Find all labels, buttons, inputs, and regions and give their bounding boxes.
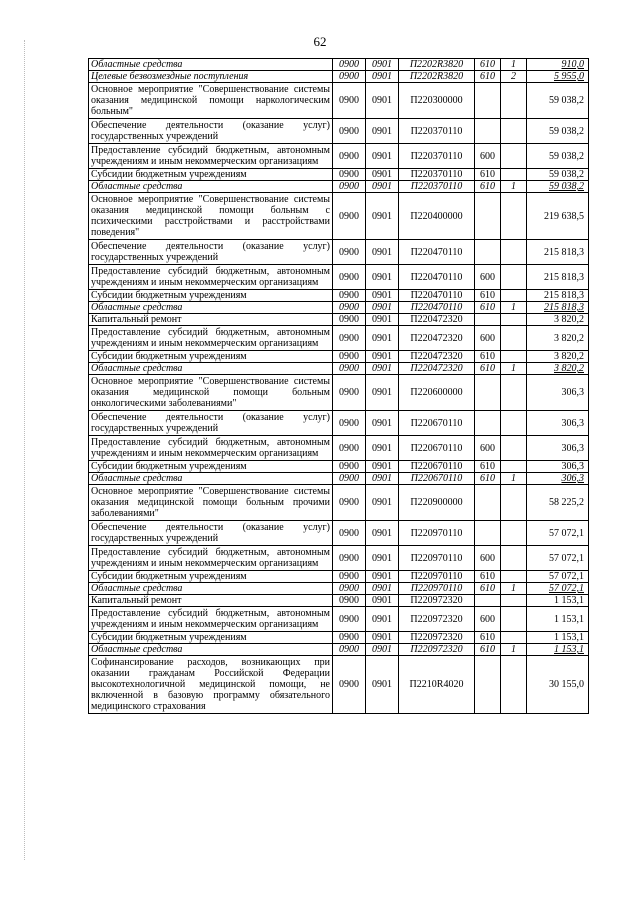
row-name: Капитальный ремонт (89, 314, 333, 326)
table-row (89, 351, 589, 363)
row-subsection: 0901 (366, 571, 399, 583)
row-name: Софинансирование расходов, возникающих при оказании гражданам Российской Федерации высокотехнологичной медицинской помощи, не включенной в базовую программу обязательного медицинского страхования (89, 656, 333, 714)
row-amount: 59 038,2 (527, 83, 589, 119)
row-amount: 215 818,3 (527, 290, 589, 302)
row-funding-source (501, 169, 527, 181)
row-section: 0900 (333, 583, 366, 595)
table-row (89, 485, 589, 521)
row-section: 0900 (333, 632, 366, 644)
table-row (89, 240, 589, 265)
table-row (89, 632, 589, 644)
row-subsection: 0901 (366, 607, 399, 632)
row-funding-source (501, 119, 527, 144)
row-target-code: П220470110 (399, 290, 475, 302)
row-expense-type: 610 (475, 583, 501, 595)
row-target-code: П220970110 (399, 521, 475, 546)
row-amount: 1 153,1 (527, 607, 589, 632)
row-expense-type (475, 485, 501, 521)
row-subsection: 0901 (366, 363, 399, 375)
table-row (89, 302, 589, 314)
row-funding-source (501, 240, 527, 265)
row-name: Областные средства (89, 302, 333, 314)
table-row (89, 181, 589, 193)
row-section: 0900 (333, 607, 366, 632)
table-row (89, 583, 589, 595)
row-expense-type: 610 (475, 71, 501, 83)
row-subsection: 0901 (366, 240, 399, 265)
table-row (89, 59, 589, 71)
row-amount: 59 038,2 (527, 119, 589, 144)
row-name: Областные средства (89, 644, 333, 656)
row-section: 0900 (333, 644, 366, 656)
table-row (89, 144, 589, 169)
row-subsection: 0901 (366, 302, 399, 314)
row-target-code: П220970110 (399, 571, 475, 583)
row-expense-type (475, 119, 501, 144)
table-row (89, 169, 589, 181)
row-target-code: П220470110 (399, 240, 475, 265)
row-amount: 1 153,1 (527, 595, 589, 607)
row-expense-type (475, 411, 501, 436)
row-name: Областные средства (89, 59, 333, 71)
row-subsection: 0901 (366, 351, 399, 363)
row-target-code: П220972320 (399, 632, 475, 644)
row-expense-type: 610 (475, 59, 501, 71)
row-target-code: П220470110 (399, 265, 475, 290)
row-funding-source (501, 351, 527, 363)
row-funding-source: 1 (501, 59, 527, 71)
row-funding-source (501, 461, 527, 473)
table-row (89, 571, 589, 583)
row-amount: 3 820,2 (527, 326, 589, 351)
row-subsection: 0901 (366, 461, 399, 473)
row-target-code: П2202R3820 (399, 71, 475, 83)
row-amount: 306,3 (527, 375, 589, 411)
row-section: 0900 (333, 314, 366, 326)
row-name: Субсидии бюджетным учреждениям (89, 351, 333, 363)
row-target-code: П2202R3820 (399, 59, 475, 71)
row-section: 0900 (333, 119, 366, 144)
row-amount: 910,0 (527, 59, 589, 71)
row-expense-type (475, 240, 501, 265)
row-funding-source (501, 436, 527, 461)
table-row (89, 546, 589, 571)
row-amount: 215 818,3 (527, 265, 589, 290)
row-target-code: П220472320 (399, 351, 475, 363)
row-section: 0900 (333, 546, 366, 571)
row-expense-type: 610 (475, 473, 501, 485)
row-target-code: П220370110 (399, 144, 475, 169)
row-section: 0900 (333, 83, 366, 119)
table-row (89, 607, 589, 632)
row-funding-source (501, 521, 527, 546)
row-section: 0900 (333, 351, 366, 363)
row-funding-source: 1 (501, 644, 527, 656)
row-amount: 306,3 (527, 411, 589, 436)
row-name: Предоставление субсидий бюджетным, автономным учреждениям и иным некоммерческим организациям (89, 326, 333, 351)
row-subsection: 0901 (366, 83, 399, 119)
scan-margin-line (24, 40, 26, 860)
row-target-code: П220670110 (399, 473, 475, 485)
row-subsection: 0901 (366, 144, 399, 169)
row-target-code: П220472320 (399, 326, 475, 351)
row-section: 0900 (333, 181, 366, 193)
row-funding-source (501, 193, 527, 240)
row-name: Обеспечение деятельности (оказание услуг) государственных учреждений (89, 411, 333, 436)
row-section: 0900 (333, 240, 366, 265)
row-funding-source: 2 (501, 71, 527, 83)
table-row (89, 314, 589, 326)
row-expense-type: 600 (475, 144, 501, 169)
row-amount: 306,3 (527, 473, 589, 485)
row-section: 0900 (333, 485, 366, 521)
table-row (89, 363, 589, 375)
row-expense-type: 600 (475, 436, 501, 461)
row-target-code: П220370110 (399, 181, 475, 193)
row-expense-type (475, 83, 501, 119)
row-funding-source (501, 265, 527, 290)
row-funding-source (501, 411, 527, 436)
table-row (89, 473, 589, 485)
budget-table (88, 58, 589, 714)
table-row (89, 193, 589, 240)
row-amount: 306,3 (527, 461, 589, 473)
row-name: Предоставление субсидий бюджетным, автономным учреждениям и иным некоммерческим организациям (89, 546, 333, 571)
row-target-code: П220472320 (399, 314, 475, 326)
row-expense-type: 600 (475, 607, 501, 632)
row-target-code: П220600000 (399, 375, 475, 411)
row-name: Основное мероприятие "Совершенствование системы оказания медицинской помощи больным онкологическими заболеваниями" (89, 375, 333, 411)
row-section: 0900 (333, 411, 366, 436)
row-name: Обеспечение деятельности (оказание услуг) государственных учреждений (89, 240, 333, 265)
row-section: 0900 (333, 302, 366, 314)
row-amount: 219 638,5 (527, 193, 589, 240)
table-row (89, 265, 589, 290)
row-expense-type: 610 (475, 302, 501, 314)
row-expense-type: 610 (475, 351, 501, 363)
row-funding-source: 1 (501, 302, 527, 314)
row-funding-source (501, 314, 527, 326)
row-subsection: 0901 (366, 119, 399, 144)
row-subsection: 0901 (366, 546, 399, 571)
row-expense-type: 610 (475, 571, 501, 583)
row-name: Капитальный ремонт (89, 595, 333, 607)
row-funding-source (501, 375, 527, 411)
row-target-code: П220970110 (399, 546, 475, 571)
row-funding-source (501, 595, 527, 607)
row-amount: 30 155,0 (527, 656, 589, 714)
row-funding-source (501, 485, 527, 521)
table-row (89, 595, 589, 607)
row-section: 0900 (333, 144, 366, 169)
table-row (89, 521, 589, 546)
row-subsection: 0901 (366, 521, 399, 546)
row-target-code: П220970110 (399, 583, 475, 595)
row-target-code: П220472320 (399, 363, 475, 375)
row-name: Обеспечение деятельности (оказание услуг) государственных учреждений (89, 119, 333, 144)
row-section: 0900 (333, 193, 366, 240)
row-target-code: П220972320 (399, 644, 475, 656)
row-subsection: 0901 (366, 485, 399, 521)
row-name: Областные средства (89, 473, 333, 485)
row-section: 0900 (333, 169, 366, 181)
table-row (89, 290, 589, 302)
row-section: 0900 (333, 265, 366, 290)
row-name: Целевые безвозмездные поступления (89, 71, 333, 83)
row-name: Обеспечение деятельности (оказание услуг) государственных учреждений (89, 521, 333, 546)
row-expense-type: 600 (475, 326, 501, 351)
row-amount: 5 955,0 (527, 71, 589, 83)
row-section: 0900 (333, 473, 366, 485)
row-funding-source (501, 144, 527, 169)
row-subsection: 0901 (366, 193, 399, 240)
row-name: Областные средства (89, 181, 333, 193)
row-target-code: П220900000 (399, 485, 475, 521)
row-amount: 3 820,2 (527, 351, 589, 363)
table-row (89, 119, 589, 144)
table-row (89, 375, 589, 411)
row-section: 0900 (333, 59, 366, 71)
row-name: Основное мероприятие "Совершенствование системы оказания медицинской помощи наркологическим больным" (89, 83, 333, 119)
row-section: 0900 (333, 290, 366, 302)
table-row (89, 656, 589, 714)
row-subsection: 0901 (366, 375, 399, 411)
table-row (89, 644, 589, 656)
table-row (89, 71, 589, 83)
row-section: 0900 (333, 571, 366, 583)
row-funding-source (501, 571, 527, 583)
table-row (89, 411, 589, 436)
row-funding-source (501, 632, 527, 644)
row-funding-source: 1 (501, 583, 527, 595)
row-target-code: П2210R4020 (399, 656, 475, 714)
row-subsection: 0901 (366, 583, 399, 595)
row-expense-type (475, 521, 501, 546)
row-target-code: П220300000 (399, 83, 475, 119)
row-expense-type (475, 314, 501, 326)
row-target-code: П220972320 (399, 595, 475, 607)
row-expense-type (475, 193, 501, 240)
row-target-code: П220370110 (399, 119, 475, 144)
row-section: 0900 (333, 656, 366, 714)
row-name: Предоставление субсидий бюджетным, автономным учреждениям и иным некоммерческим организациям (89, 607, 333, 632)
row-subsection: 0901 (366, 265, 399, 290)
row-subsection: 0901 (366, 59, 399, 71)
row-amount: 3 820,2 (527, 314, 589, 326)
row-amount: 59 038,2 (527, 181, 589, 193)
row-target-code: П220370110 (399, 169, 475, 181)
row-amount: 3 820,2 (527, 363, 589, 375)
row-amount: 59 038,2 (527, 144, 589, 169)
row-subsection: 0901 (366, 632, 399, 644)
row-amount: 57 072,1 (527, 546, 589, 571)
row-name: Предоставление субсидий бюджетным, автономным учреждениям и иным некоммерческим организациям (89, 265, 333, 290)
row-section: 0900 (333, 436, 366, 461)
row-section: 0900 (333, 375, 366, 411)
row-name: Предоставление субсидий бюджетным, автономным учреждениям и иным некоммерческим организациям (89, 144, 333, 169)
row-funding-source: 1 (501, 473, 527, 485)
row-expense-type: 610 (475, 363, 501, 375)
row-funding-source (501, 326, 527, 351)
row-expense-type (475, 656, 501, 714)
row-amount: 58 225,2 (527, 485, 589, 521)
row-subsection: 0901 (366, 411, 399, 436)
row-expense-type: 600 (475, 546, 501, 571)
row-subsection: 0901 (366, 436, 399, 461)
row-expense-type: 610 (475, 181, 501, 193)
row-section: 0900 (333, 71, 366, 83)
row-section: 0900 (333, 461, 366, 473)
row-name: Субсидии бюджетным учреждениям (89, 571, 333, 583)
row-funding-source (501, 607, 527, 632)
row-subsection: 0901 (366, 595, 399, 607)
row-subsection: 0901 (366, 326, 399, 351)
row-expense-type: 610 (475, 461, 501, 473)
row-funding-source (501, 290, 527, 302)
page-number: 62 (313, 34, 327, 49)
row-expense-type (475, 375, 501, 411)
table-row (89, 436, 589, 461)
row-funding-source: 1 (501, 363, 527, 375)
row-name: Субсидии бюджетным учреждениям (89, 290, 333, 302)
row-target-code: П220400000 (399, 193, 475, 240)
row-expense-type: 610 (475, 290, 501, 302)
row-target-code: П220670110 (399, 436, 475, 461)
row-funding-source (501, 656, 527, 714)
table-body (89, 59, 589, 714)
row-amount: 215 818,3 (527, 240, 589, 265)
row-target-code: П220670110 (399, 461, 475, 473)
row-name: Субсидии бюджетным учреждениям (89, 169, 333, 181)
row-amount: 1 153,1 (527, 644, 589, 656)
row-section: 0900 (333, 326, 366, 351)
table-row (89, 461, 589, 473)
row-subsection: 0901 (366, 314, 399, 326)
row-name: Субсидии бюджетным учреждениям (89, 461, 333, 473)
row-expense-type: 610 (475, 644, 501, 656)
row-amount: 1 153,1 (527, 632, 589, 644)
row-funding-source: 1 (501, 181, 527, 193)
row-amount: 59 038,2 (527, 169, 589, 181)
row-name: Субсидии бюджетным учреждениям (89, 632, 333, 644)
row-amount: 215 818,3 (527, 302, 589, 314)
row-amount: 306,3 (527, 436, 589, 461)
row-funding-source (501, 546, 527, 571)
row-expense-type: 600 (475, 265, 501, 290)
row-target-code: П220972320 (399, 607, 475, 632)
row-funding-source (501, 83, 527, 119)
row-expense-type: 610 (475, 632, 501, 644)
row-subsection: 0901 (366, 473, 399, 485)
table-row (89, 326, 589, 351)
row-subsection: 0901 (366, 181, 399, 193)
table-row (89, 83, 589, 119)
row-subsection: 0901 (366, 656, 399, 714)
row-name: Основное мероприятие "Совершенствование системы оказания медицинской помощи больным прочими заболеваниями" (89, 485, 333, 521)
row-name: Предоставление субсидий бюджетным, автономным учреждениям и иным некоммерческим организациям (89, 436, 333, 461)
row-subsection: 0901 (366, 290, 399, 302)
row-subsection: 0901 (366, 644, 399, 656)
row-name: Областные средства (89, 363, 333, 375)
row-subsection: 0901 (366, 169, 399, 181)
row-name: Основное мероприятие "Совершенствование системы оказания медицинской помощи больным с психическими расстройствами и расстройствами поведения" (89, 193, 333, 240)
row-name: Областные средства (89, 583, 333, 595)
row-amount: 57 072,1 (527, 571, 589, 583)
row-section: 0900 (333, 363, 366, 375)
row-expense-type: 610 (475, 169, 501, 181)
row-target-code: П220670110 (399, 411, 475, 436)
row-subsection: 0901 (366, 71, 399, 83)
row-target-code: П220470110 (399, 302, 475, 314)
row-expense-type (475, 595, 501, 607)
row-amount: 57 072,1 (527, 583, 589, 595)
row-section: 0900 (333, 521, 366, 546)
row-section: 0900 (333, 595, 366, 607)
row-amount: 57 072,1 (527, 521, 589, 546)
